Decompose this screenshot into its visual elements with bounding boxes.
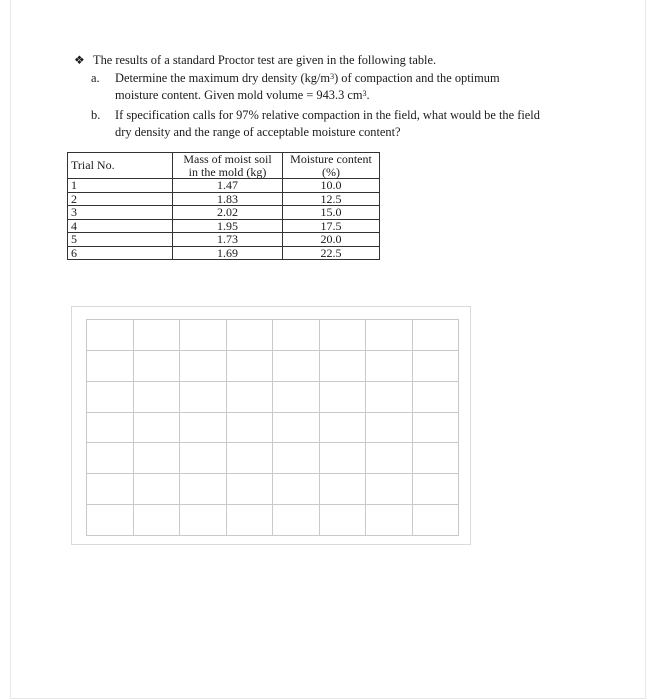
grid-horizontal-line xyxy=(86,381,459,382)
cell-moisture: 22.5 xyxy=(283,246,380,260)
cell-moisture: 10.0 xyxy=(283,179,380,193)
grid-vertical-line xyxy=(412,319,413,535)
cell-mass: 1.69 xyxy=(173,246,283,260)
cell-trial: 2 xyxy=(68,192,173,206)
cell-moisture: 20.0 xyxy=(283,233,380,247)
grid-horizontal-line xyxy=(86,535,459,536)
grid-vertical-line xyxy=(179,319,180,535)
header-mass xyxy=(173,153,283,179)
header-trial-no: Trial No. xyxy=(68,153,173,179)
cell-moisture: 12.5 xyxy=(283,192,380,206)
cell-trial: 4 xyxy=(68,219,173,233)
cell-trial: 1 xyxy=(68,179,173,193)
table-row xyxy=(68,206,380,220)
problem-statement: The results of a standard Proctor test are given in the following table. xyxy=(93,53,437,67)
part-a xyxy=(91,70,500,102)
proctor-data-table xyxy=(67,152,380,260)
part-a-line1-text: Determine the maximum dry density (kg/m xyxy=(115,71,331,85)
part-b-line1: If specification calls for 97% relative compaction in the field, what would be the field xyxy=(115,108,540,122)
grid-vertical-line xyxy=(365,319,366,535)
table-row xyxy=(68,233,380,247)
part-b-line2: dry density and the range of acceptable moisture content? xyxy=(115,125,401,139)
grid-horizontal-line xyxy=(86,412,459,413)
grid-vertical-line xyxy=(319,319,320,535)
table-row xyxy=(68,246,380,260)
table-row xyxy=(68,219,380,233)
grid-vertical-line xyxy=(133,319,134,535)
part-a-line1-sup: 3 xyxy=(330,72,335,81)
grid-horizontal-line xyxy=(86,504,459,505)
cell-mass: 1.95 xyxy=(173,219,283,233)
header-mass-line2: in the mold (kg) xyxy=(188,164,267,179)
table-row xyxy=(68,192,380,206)
grid-vertical-line xyxy=(226,319,227,535)
cell-mass: 1.47 xyxy=(173,179,283,193)
grid-vertical-line xyxy=(272,319,273,535)
part-a-line2 xyxy=(115,87,370,104)
cell-trial: 6 xyxy=(68,246,173,260)
cell-moisture: 15.0 xyxy=(283,206,380,220)
header-moisture-line2: (%) xyxy=(322,164,340,179)
cell-trial: 5 xyxy=(68,233,173,247)
cell-moisture: 17.5 xyxy=(283,219,380,233)
part-a-line1 xyxy=(115,70,500,87)
part-a-line2-sup: 3 xyxy=(362,89,367,98)
grid-horizontal-line xyxy=(86,319,459,320)
cell-mass: 1.73 xyxy=(173,233,283,247)
cell-mass: 2.02 xyxy=(173,206,283,220)
table-header-row xyxy=(68,153,380,179)
part-a-line2-tail: . xyxy=(366,88,370,102)
part-b-label: b. xyxy=(91,108,101,122)
grid-vertical-line xyxy=(458,319,459,535)
graph-paper xyxy=(71,306,471,545)
grid-horizontal-line xyxy=(86,473,459,474)
cell-trial: 3 xyxy=(68,206,173,220)
cell-mass: 1.83 xyxy=(173,192,283,206)
table-row xyxy=(68,179,380,193)
header-moisture-line1: Moisture content xyxy=(290,152,372,166)
part-a-line2-text: moisture content. Given mold volume = 943.3 cm xyxy=(115,88,363,102)
grid-vertical-line xyxy=(86,319,87,535)
part-a-label: a. xyxy=(91,71,100,85)
grid-horizontal-line xyxy=(86,350,459,351)
part-b xyxy=(91,107,540,139)
part-a-line1-tail: ) of compaction and the optimum xyxy=(334,71,500,85)
header-moisture xyxy=(283,153,380,179)
bullet-icon: ❖ xyxy=(74,53,85,67)
header-mass-line1: Mass of moist soil xyxy=(183,152,272,166)
grid-horizontal-line xyxy=(86,442,459,443)
